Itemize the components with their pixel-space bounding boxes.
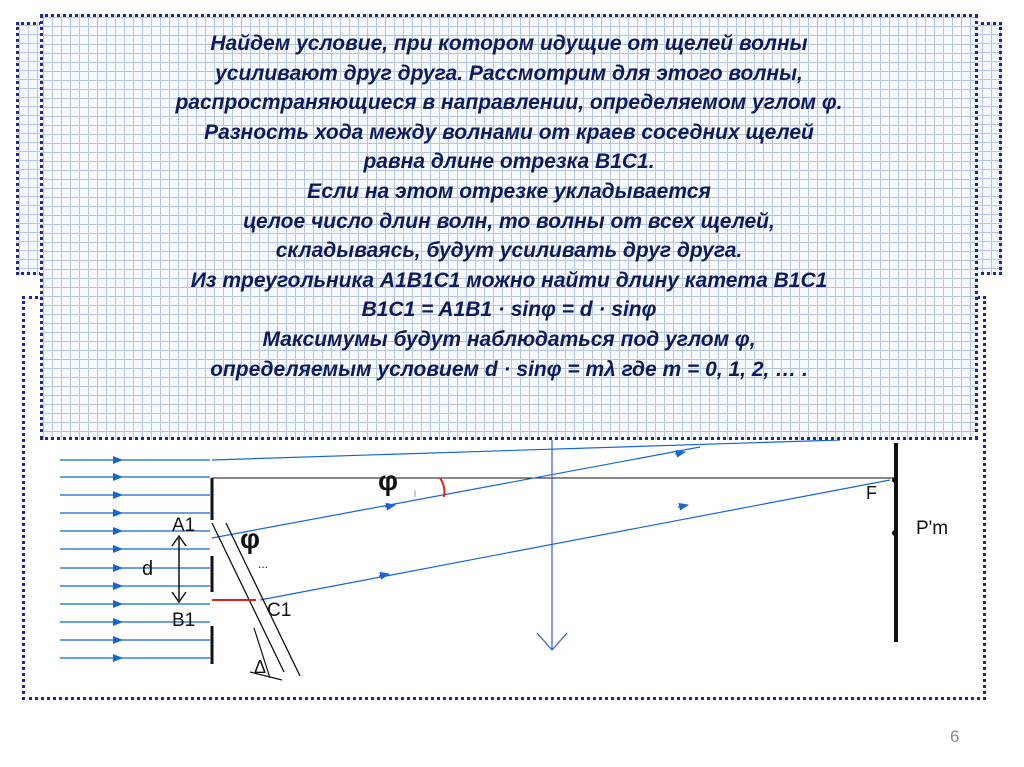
- text-line-5: равна длине отрезка B1C1.: [363, 150, 655, 174]
- angle-label-top: φ: [378, 465, 399, 496]
- focus-point: [892, 477, 898, 483]
- normal-arrow: [537, 440, 567, 650]
- maximum-point: [892, 530, 898, 536]
- text-line-2: усиливают друг друга. Рассмотрим для этого волны,: [215, 61, 803, 85]
- text-line-3: распространяющиеся в направлении, определяемом углом φ.: [175, 91, 843, 115]
- dots-label: ...: [258, 557, 269, 571]
- text-line-6: Если на этом отрезке укладывается: [307, 179, 711, 203]
- text-line-12: определяемым условием d · sinφ = mλ где m = 0, 1, 2, … .: [210, 357, 808, 381]
- page-number: 6: [950, 727, 960, 746]
- angle-arc: [440, 478, 445, 497]
- point-c1-label: C1: [267, 600, 292, 621]
- text-line-9: Из треугольника A1B1C1 можно найти длину катета B1C1: [190, 268, 828, 292]
- text-line-11: Максимумы будут наблюдаться под углом φ,: [262, 327, 756, 351]
- distance-d-label: d: [142, 558, 154, 580]
- text-line-10: B1C1 = A1B1 · sinφ = d · sinφ: [361, 298, 657, 322]
- text-line-8: складываясь, будут усиливать друг друга.: [275, 239, 743, 263]
- point-a1-label: A1: [172, 515, 196, 536]
- text-line-1: Найдем условие, при котором идущие от щелей волны: [210, 32, 808, 55]
- maximum-label: P'm: [916, 518, 949, 539]
- explanation-text-box: [40, 14, 978, 440]
- focus-label: F: [866, 483, 877, 503]
- point-b1-label: B1: [172, 610, 196, 631]
- distance-d-arrow: [172, 536, 186, 602]
- diffracted-rays: [212, 440, 890, 600]
- angle-label-slit: φ: [240, 523, 261, 554]
- delta-label: Δ: [254, 657, 267, 677]
- text-line-7: целое число длин волн, то волны от всех щелей,: [243, 209, 775, 233]
- text-line-4: Разность хода между волнами от краев соседних щелей: [204, 120, 814, 144]
